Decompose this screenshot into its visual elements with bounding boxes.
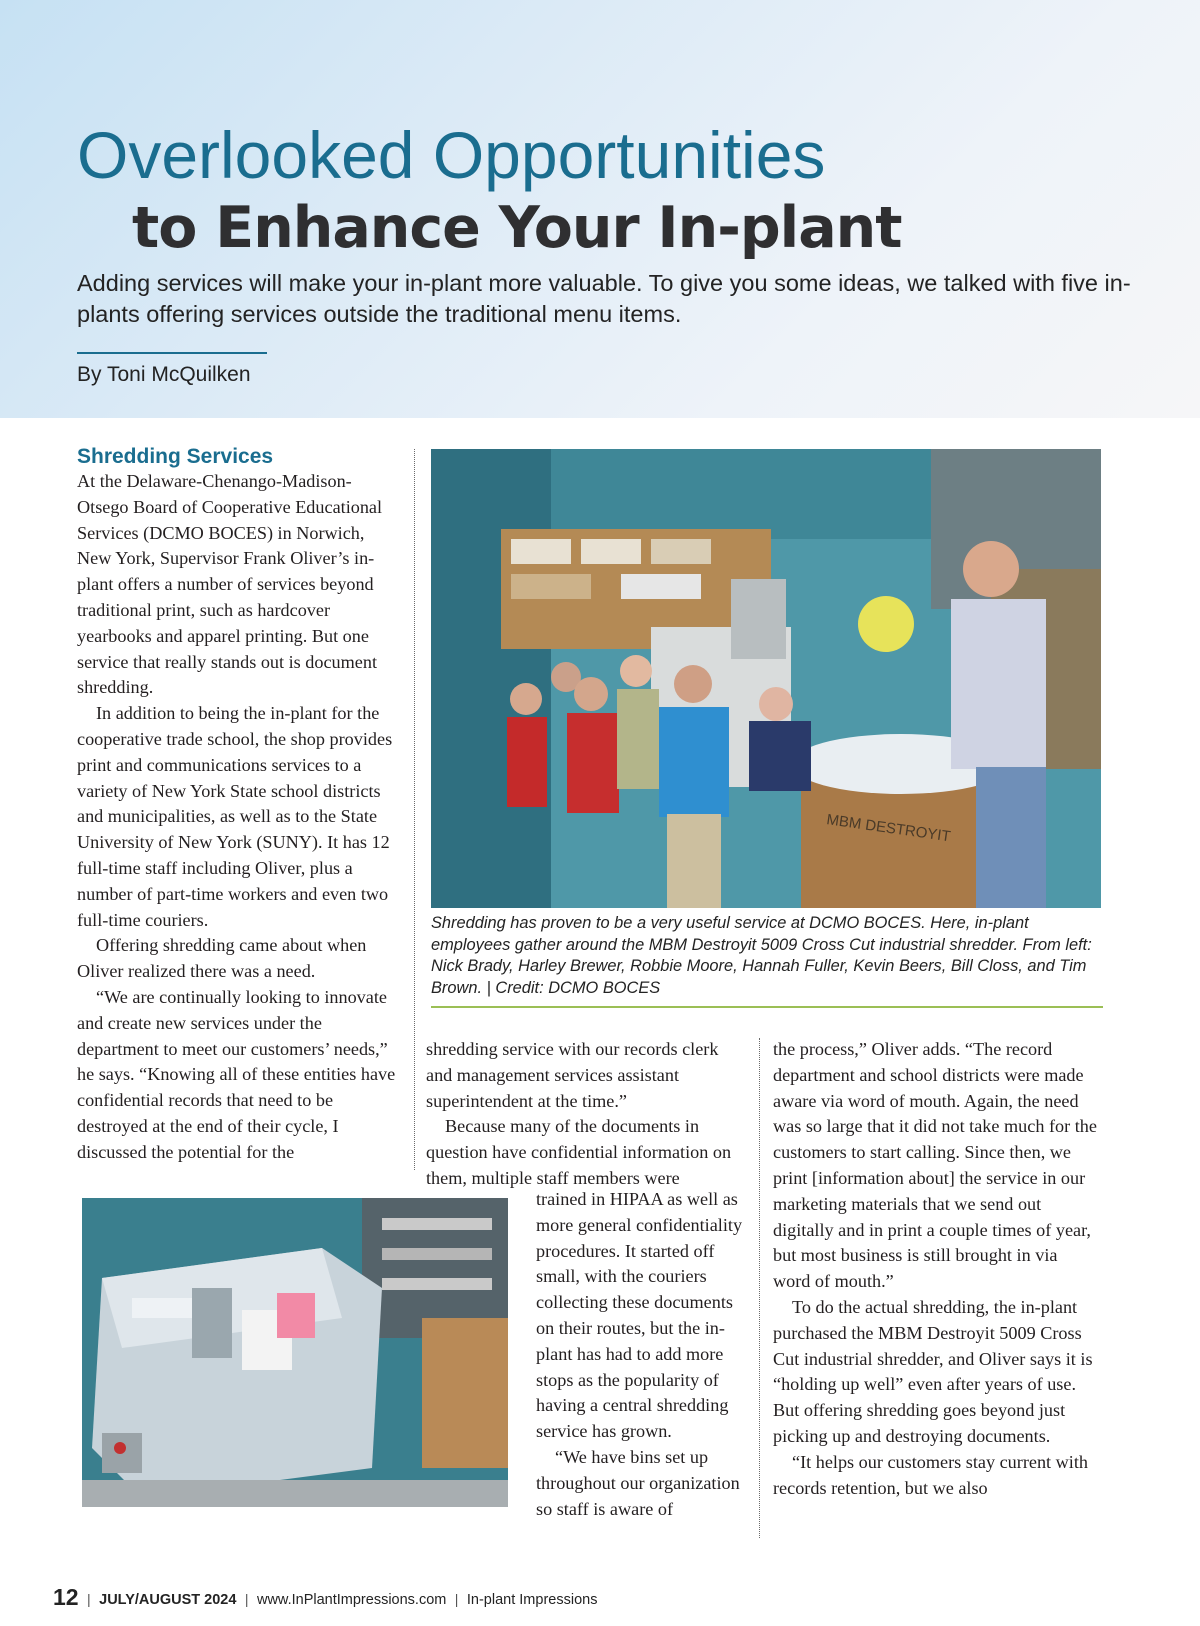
paragraph: “We have bins set up throughout our organization so staff is aware of (536, 1446, 740, 1519)
paragraph: “We are continually looking to innovate and create new services under the department to meet our customers’ needs,” he says. “Knowing all of these entities have confidential records that need to be destroyed at the end of their cycle, I discussed the potential for the (77, 986, 396, 1162)
paragraph: shredding service with our records clerk and management services assistant superintendent at the time.” (426, 1039, 719, 1111)
paragraph: In addition to being the in-plant for the cooperative trade school, the shop provides print and communications services to a variety of New York State school districts and municipalities, as well as to the State University of New York (SUNY). It has 12 full-time staff including Oliver, plus a number of part-time workers and even two full-time couriers. (77, 703, 393, 930)
section-heading: Shredding Services (77, 445, 274, 468)
caption-rule (431, 1006, 1103, 1008)
team-photo-illustration (431, 449, 1101, 908)
byline-rule (77, 352, 267, 354)
body-column-2-top (426, 1037, 748, 1192)
column-divider (759, 1038, 760, 1538)
article-deck: Adding services will make your in-plant more valuable. To give you some ideas, we talked with five in-plants offering services outside the traditional menu items. (77, 270, 1131, 327)
footer-separator: | (87, 1591, 91, 1607)
team-photo (431, 449, 1101, 908)
shredder-box-label: MBM DESTROYIT (825, 811, 952, 846)
paragraph: the process,” Oliver adds. “The record department and school districts were made aware via word of mouth. Again, the need was so large that it did not take much for the customers to start calling. Since then, we print [information about] the service in our marketing materials that we send out digitally and in print a couple times of year, but most business is still brought in via word of mouth.” (773, 1039, 1097, 1292)
footer-separator: | (454, 1591, 459, 1607)
column-divider (414, 449, 415, 1170)
footer-separator: | (244, 1591, 249, 1607)
paragraph: “It helps our customers stay current with records retention, but we also (773, 1451, 1088, 1498)
body-column-3 (773, 1037, 1099, 1501)
headline-line-2: to Enhance Your In-plant (132, 195, 902, 261)
body-column-1 (77, 469, 401, 1166)
issue-date: JULY/AUGUST 2024 (99, 1592, 237, 1608)
body-column-2-bottom (536, 1187, 748, 1522)
paragraph: To do the actual shredding, the in-plant purchased the MBM Destroyit 5009 Cross Cut industrial shredder, and Oliver says it is “holding up well” even after years of use. But offering shredding goes beyond just picking up and destroying documents. (773, 1296, 1093, 1446)
photo-caption: Shredding has proven to be a very useful service at DCMO BOCES. Here, in-plant employees gather around the MBM Destroyit 5009 Cross Cut industrial shredder. From left: Nick Brady, Harley Brewer, Robbie Moore, Hannah Fuller, Kevin Beers, Bill Closs, and Tim Brown. | Credit: DCMO BOCES (431, 914, 1092, 997)
shredder-photo (82, 1198, 508, 1507)
paragraph: Offering shredding came about when Oliver realized there was a need. (77, 935, 367, 982)
headline-line-1: Overlooked Opportunities (77, 118, 826, 192)
page-footer (53, 1584, 597, 1611)
byline: By Toni McQuilken (77, 363, 251, 386)
shredder-photo-illustration (82, 1198, 508, 1507)
page-number: 12 (53, 1584, 79, 1610)
paragraph: Because many of the documents in question have confidential information on them, multiple staff members were (426, 1116, 732, 1188)
paragraph: At the Delaware-Chenango-Madison-Otsego Board of Cooperative Educational Services (DCMO BOCES) in Norwich, New York, Supervisor Frank Oliver’s in-plant offers a number of services beyond traditional print, such as hardcover yearbooks and apparel printing. But one service that really stands out is document shredding. (77, 471, 383, 698)
publication-name: In-plant Impressions (466, 1592, 598, 1608)
website-link[interactable]: www.InPlantImpressions.com (256, 1592, 447, 1608)
paragraph: trained in HIPAA as well as more general confidentiality procedures. It started off small, with the couriers collecting these documents on their routes, but the in-plant has had to add more stops as the popularity of having a central shredding service has grown. (536, 1189, 743, 1442)
